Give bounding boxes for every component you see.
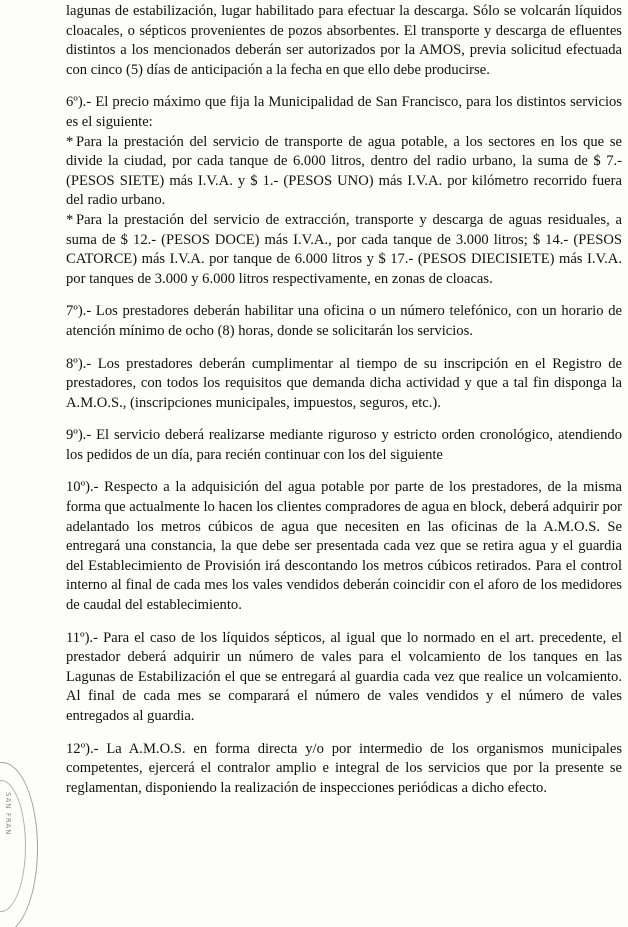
article-6 <box>66 93 622 289</box>
article-11: 11º).- Para el caso de los líquidos sépticos, al igual que lo normado en el art. precedente, el prestador deberá adquirir un número de vales para el volcamiento de los tanques en las Lagunas de Estabilización el que se entregará al guardia cada vez que realice un volcamiento. Al final de cada mes se comparará el número de vales vendidos y el número de vales entregados al guardia. <box>66 629 622 724</box>
bullet-mark: * <box>66 211 74 228</box>
article-6-bullet-sewage <box>66 211 622 289</box>
bullet-mark: * <box>66 133 74 150</box>
article-9: 9º).- El servicio deberá realizarse mediante riguroso y estricto orden cronológico, atendiendo los pedidos de un día, para recién continuar con los del siguiente <box>66 427 622 463</box>
article-8: 8º).- Los prestadores deberán cumplimentar al tiempo de su inscripción en el Registro de prestadores, con todos los requisitos que demanda dicha actividad y que a tal fin disponga la A.M.O.S., (inscripciones municipales, impuestos, seguros, etc.). <box>66 355 622 411</box>
document-body <box>66 2 622 798</box>
article-7: 7º).- Los prestadores deberán habilitar una oficina o un número telefónico, con un horario de atención mínimo de ocho (8) horas, donde se solicitarán los servicios. <box>66 303 622 339</box>
intro-paragraph: lagunas de estabilización, lugar habilitado para efectuar la descarga. Sólo se volcarán líquidos cloacales, o sépticos provenientes de pozos absorbentes. El transporte y descarga de efluentes distintos a los mencionados deberán ser autorizados por la AMOS, previa solicitud efectuada con cinco (5) días de anticipación a la fecha en que ello debe producirse. <box>66 3 622 78</box>
article-10: 10º).- Respecto a la adquisición del agua potable por parte de los prestadores, de la misma forma que actualmente lo hacen los clientes compradores de agua en block, deberá adquirir por adelantado los metros cúbicos de agua que necesiten en las oficinas de la A.M.O.S. Se entregará una constancia, la que debe ser presentada cada vez que se retira agua y el guardia del Establecimiento de Provisión irá descontando los metros cúbicos retirados. Para el control interno al final de cada mes los vales vendidos deberán coincidir con el aforo de los medidores de caudal del establecimiento. <box>66 479 622 614</box>
article-6-bullet-water-text: Para la prestación del servicio de transporte de agua potable, a los sectores en los que se divide la ciudad, por cada tanque de 6.000 litros, dentro del radio urbano, la suma de $ 7.- (PESOS SIETE) más I.V.A. y $ 1.- (PESOS UNO) más I.V.A. por kilómetro recorrido fuera del radio urbano. <box>66 133 622 209</box>
article-6-intro: 6º).- El precio máximo que fija la Municipalidad de San Francisco, para los distintos servicios es el siguiente: <box>66 94 622 130</box>
seal-stamp-text: SAN FRAN <box>4 792 12 836</box>
article-12: 12º).- La A.M.O.S. en forma directa y/o por intermedio de los organismos municipales competentes, ejercerá el contralor amplio e integral de los servicios que por la presente se reglamentan, disponiendo la realización de inspecciones periódicas a dicho efecto. <box>66 740 622 796</box>
article-6-bullet-water <box>66 133 622 211</box>
article-6-bullet-sewage-text: Para la prestación del servicio de extracción, transporte y descarga de aguas residuales, a suma de $ 12.- (PESOS DOCE) más I.V.A., por cada tanque de 3.000 litros; $ 14.- (PESOS CATORCE) más I.V.A. por tanque de 6.000 litros y $ 17.- (PESOS DIECISIETE) más I.V.A. por tanques de 3.000 y 6.000 litros respectivamente, en zonas de cloacas. <box>66 211 622 287</box>
